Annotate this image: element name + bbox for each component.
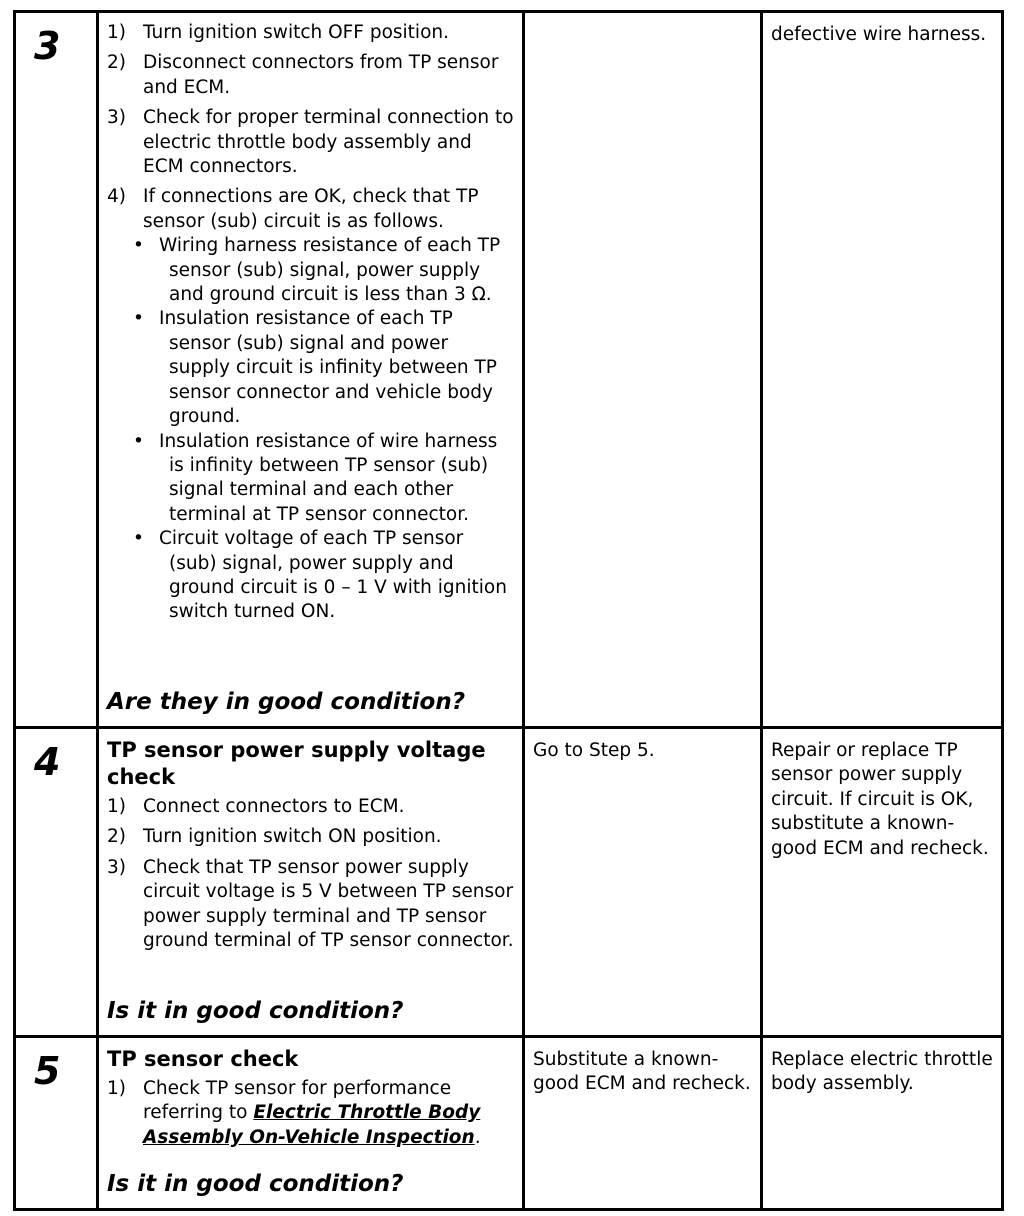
yes-cell bbox=[524, 728, 762, 1037]
no-cell bbox=[762, 1037, 1003, 1210]
step-row-3 bbox=[15, 12, 1003, 728]
step-number-cell bbox=[15, 12, 98, 728]
step-heading: TP sensor power supply voltage check bbox=[107, 738, 486, 789]
step-heading: TP sensor check bbox=[107, 1047, 299, 1071]
step-row-5 bbox=[15, 1037, 1003, 1210]
step-row-4 bbox=[15, 728, 1003, 1037]
procedure-item: 4) If connections are OK, check that TP sensor (sub) circuit is as follows. bbox=[107, 186, 479, 232]
bullet-icon: • bbox=[133, 308, 144, 330]
condition-item: • Insulation resistance of wire harness is infinity between TP sensor (sub) signal terminal and each other terminal at TP sensor connector. bbox=[133, 430, 514, 528]
no-cell bbox=[762, 728, 1003, 1037]
condition-item: • Insulation resistance of each TP sensor (sub) signal and power supply circuit is infinity between TP sensor connector and vehicle body ground. bbox=[133, 307, 514, 429]
procedure-item: 3) Check for proper terminal connection to electric throttle body assembly and ECM connectors. bbox=[107, 107, 514, 178]
step-question: Are they in good condition? bbox=[107, 689, 466, 715]
step-question: Is it in good condition? bbox=[107, 1171, 404, 1197]
procedure-item: 1) Check TP sensor for performance referring to Electric Throttle Body Assembly On-Vehicle Inspection. bbox=[107, 1078, 481, 1148]
procedure-item: 1) Turn ignition switch OFF position. bbox=[107, 22, 449, 43]
yes-action bbox=[525, 13, 760, 23]
yes-cell bbox=[524, 1037, 762, 1210]
step-number-cell bbox=[15, 728, 98, 1037]
bullet-icon: • bbox=[133, 235, 144, 257]
condition-item: • Circuit voltage of each TP sensor (sub) signal, power supply and ground circuit is 0 – 1 V with ignition switch turned ON. bbox=[133, 527, 514, 625]
bullet-icon: • bbox=[133, 528, 144, 550]
yes-cell bbox=[524, 12, 762, 728]
procedure-item: 1) Connect connectors to ECM. bbox=[107, 796, 405, 817]
bullet-icon: • bbox=[133, 430, 144, 452]
yes-action: Substitute a known-good ECM and recheck. bbox=[533, 1049, 751, 1095]
no-action: Replace electric throttle body assembly. bbox=[771, 1049, 993, 1095]
step-number: 3 bbox=[34, 24, 61, 68]
procedure-item: 2) Turn ignition switch ON position. bbox=[107, 826, 442, 848]
yes-action: Go to Step 5. bbox=[533, 740, 655, 761]
inspection-reference-link[interactable]: Electric Throttle Body Assembly On-Vehicle Inspection bbox=[143, 1102, 481, 1148]
step-number: 4 bbox=[34, 740, 61, 784]
procedure-cell bbox=[98, 728, 524, 1037]
step-number: 5 bbox=[34, 1049, 61, 1093]
no-cell bbox=[762, 12, 1003, 728]
condition-list bbox=[107, 234, 514, 625]
no-action: Repair or replace TP sensor power supply circuit. If circuit is OK, substitute a known-good ECM and recheck. bbox=[771, 740, 989, 859]
procedure-cell bbox=[98, 12, 524, 728]
step-number-cell bbox=[15, 1037, 98, 1210]
procedure-cell bbox=[98, 1037, 524, 1210]
step-question: Is it in good condition? bbox=[107, 998, 404, 1024]
condition-item: • Wiring harness resistance of each TP sensor (sub) signal, power supply and ground circuit is less than 3 Ω. bbox=[133, 234, 514, 307]
procedure-item: 2) Disconnect connectors from TP sensor and ECM. bbox=[107, 52, 499, 98]
procedure-item: 3) Check that TP sensor power supply circuit voltage is 5 V between TP sensor power supply terminal and TP sensor ground terminal of TP sensor connector. bbox=[107, 856, 514, 952]
no-action: defective wire harness. bbox=[771, 24, 987, 45]
diagnostic-table bbox=[13, 10, 1004, 1211]
